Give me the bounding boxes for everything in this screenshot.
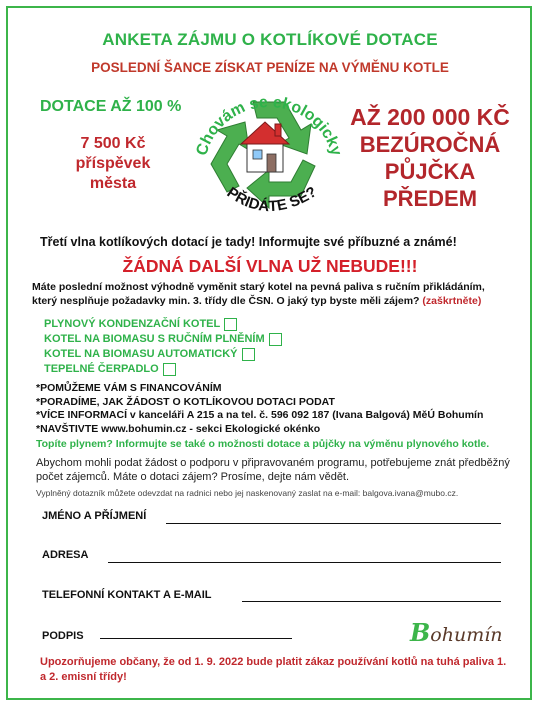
option-biomass-manual — [44, 332, 282, 347]
prispevek-block — [58, 134, 168, 194]
option-checkbox[interactable] — [224, 318, 237, 331]
option-checkbox[interactable] — [242, 348, 255, 361]
no-more-wave-text: ŽÁDNÁ DALŠÍ VLNA UŽ NEBUDE!!! — [122, 256, 418, 276]
question-body: Máte poslední možnost výhodně vyměnit starý kotel na pevná paliva s ručním přikládáním, který nesplňuje požadavky min. 3. třídy dle ČSN. O jaký typ byste měli zájem? — [32, 281, 485, 307]
eco-logo-icon — [183, 80, 353, 230]
submission-note: Vyplněný dotazník můžete odevzdat na radnici nebo jej naskenovaný zaslat na e-mail: balgova.ivana@mubo.cz. — [36, 488, 459, 498]
option-label: KOTEL NA BIOMASU AUTOMATICKÝ — [44, 348, 238, 360]
page-title: ANKETA ZÁJMU O KOTLÍKOVÉ DOTACE — [102, 30, 438, 49]
option-label: PLYNOVÝ KONDENZAČNÍ KOTEL — [44, 318, 221, 330]
info-advice: *PORADÍME, JAK ŽÁDOST O KOTLÍKOVOU DOTACI PODAT — [36, 395, 335, 408]
loan-interest: BEZÚROČNÁ — [359, 132, 501, 157]
boiler-options — [44, 317, 282, 377]
option-biomass-auto — [44, 347, 282, 362]
page-subtitle: POSLEDNÍ ŠANCE ZÍSKAT PENÍZE NA VÝMĚNU KOTLE — [91, 60, 449, 75]
interest-request-text: Abychom mohli podat žádost o podporu v připravovaném programu, potřebujeme znát předběžný počet zájemců. Máte o dotaci zájem? Prosíme, dejte nám vědět. — [36, 457, 510, 483]
address-label: ADRESA — [42, 549, 89, 561]
info-list — [36, 382, 483, 436]
prispevek-city: města — [89, 175, 137, 192]
option-gas-condensing — [44, 317, 282, 332]
gas-heating-note: Topíte plynem? Informujte se také o možnosti dotace a půjčky na výměnu plynového kotle. — [36, 438, 490, 450]
prispevek-word: příspěvek — [75, 155, 151, 172]
info-website: *NAVŠTIVTE www.bohumin.cz - sekci Ekologické okénko — [36, 422, 321, 435]
logo-arc-text: Chovám se ekologicky — [193, 93, 345, 158]
option-heat-pump — [44, 362, 282, 377]
loan-word: PŮJČKA — [384, 159, 476, 184]
loan-advance: PŘEDEM — [382, 186, 478, 211]
bohumin-logo: Bohumín — [410, 618, 503, 647]
address-field[interactable] — [108, 562, 501, 563]
loan-block — [340, 104, 520, 212]
option-checkbox[interactable] — [269, 333, 282, 346]
loan-amount: AŽ 200 000 KČ — [350, 104, 510, 130]
info-financing: *POMŮŽEME VÁM S FINANCOVÁNÍM — [36, 382, 222, 394]
dotace-headline: DOTACE AŽ 100 % — [40, 98, 182, 115]
name-label: JMÉNO A PŘÍJMENÍ — [42, 510, 147, 522]
phone-email-field[interactable] — [242, 601, 501, 602]
ban-warning: Upozorňujeme občany, že od 1. 9. 2022 bude platit zákaz používání kotlů na tuhá paliva 1. a 2. emisní třídy! — [40, 656, 507, 683]
third-wave-text: Třetí vlna kotlíkových dotací je tady! Informujte své příbuzné a známé! — [40, 235, 457, 249]
prispevek-amount: 7 500 Kč — [80, 135, 146, 152]
house-icon — [241, 122, 289, 172]
signature-field[interactable] — [100, 638, 292, 639]
info-contact: *VÍCE INFORMACÍ v kanceláři A 215 a na tel. č. 596 092 187 (Ivana Balgová) MěÚ Bohumín — [36, 409, 484, 421]
name-field[interactable] — [166, 523, 501, 524]
logo-bottom-text: PŘIDÁTE SE? — [223, 183, 320, 216]
phone-email-label: TELEFONNÍ KONTAKT A E-MAIL — [42, 589, 212, 601]
option-checkbox[interactable] — [163, 363, 176, 376]
option-label: TEPELNÉ ČERPADLO — [44, 363, 159, 375]
question-text — [32, 280, 512, 308]
question-note: (zaškrtněte) — [422, 295, 482, 307]
option-label: KOTEL NA BIOMASU S RUČNÍM PLNĚNÍM — [44, 333, 265, 345]
signature-label: PODPIS — [42, 630, 84, 642]
